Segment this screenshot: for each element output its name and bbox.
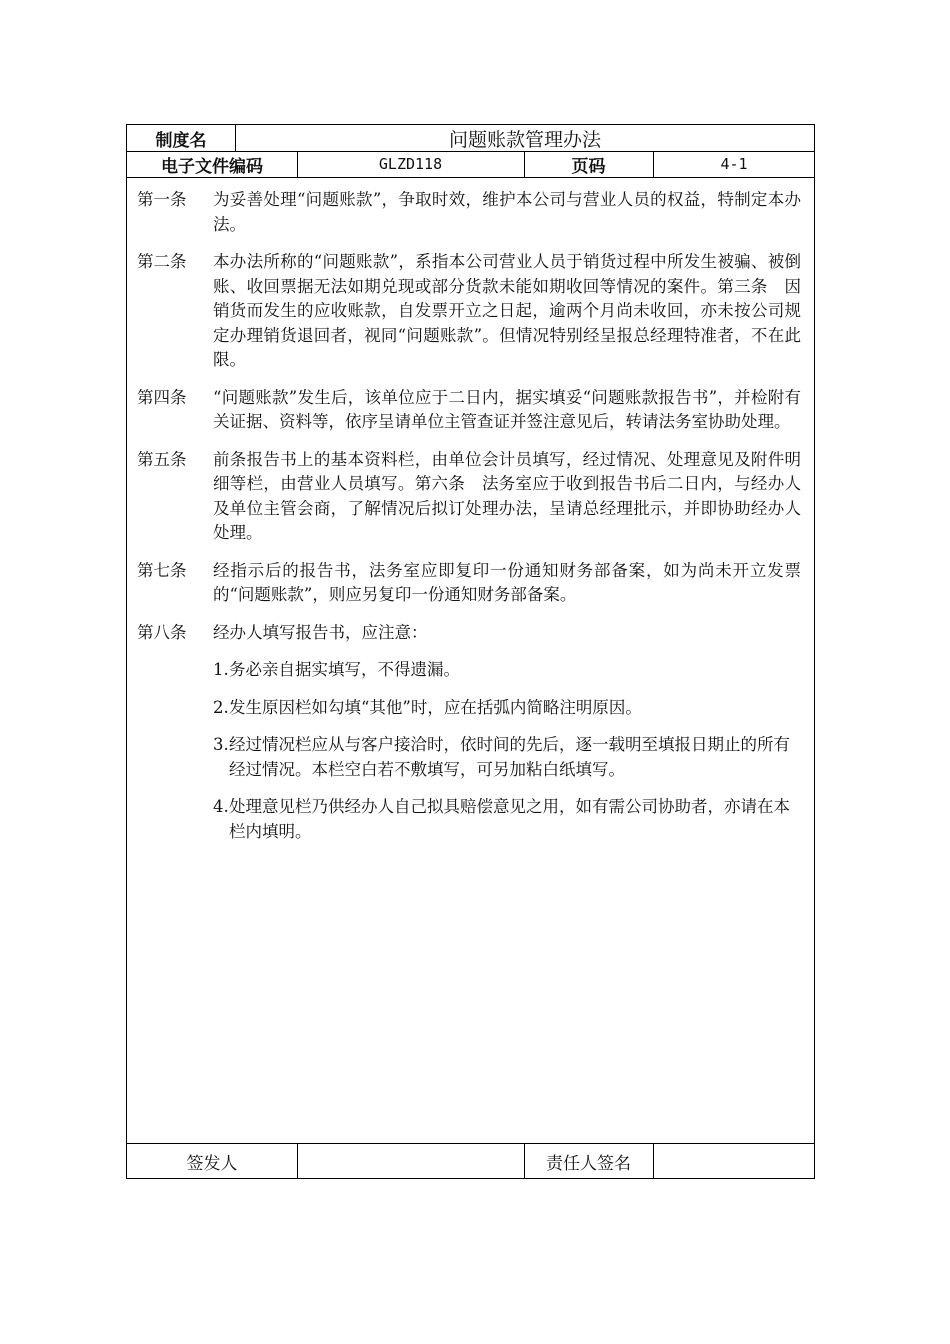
article-number: 第一条 bbox=[137, 190, 187, 209]
list-item-text: 发生原因栏如勾填“其他”时，应在括弧内简略注明原因。 bbox=[229, 697, 642, 717]
responsible-label: 责任人签名 bbox=[546, 1153, 631, 1174]
article bbox=[137, 188, 807, 237]
list-item bbox=[213, 658, 807, 683]
page-number: 4-1 bbox=[720, 155, 748, 173]
article-text: 经办人填写报告书，应注意： bbox=[213, 622, 428, 642]
file-code-value: GLZD118 bbox=[378, 155, 443, 173]
system-name-label: 制度名 bbox=[155, 130, 207, 151]
list-item-index: 2. bbox=[213, 697, 229, 717]
article bbox=[137, 250, 807, 373]
article-text: 本办法所称的“问题账款”，系指本公司营业人员于销货过程中所发生被骗、被倒账、收回票据无法如期兑现或部分货款未能如期收回等情况的案件。第三条 因销货而发生的应收账款，自发票开立之日起，逾两个月尚未收回，亦未按公司规定办理销货退回者，视同“问题账款”。但情况特别经呈报总经理特准者，不在此限。 bbox=[213, 252, 801, 369]
article bbox=[137, 621, 807, 646]
article-text: 为妥善处理“问题账款”，争取时效，维护本公司与营业人员的权益，特制定本办法。 bbox=[213, 190, 801, 234]
list-item-index: 1. bbox=[213, 660, 229, 679]
list-item-text: 处理意见栏乃供经办人自己拟具赔偿意见之用，如有需公司协助者，亦请在本栏内填明。 bbox=[229, 797, 790, 841]
list-item-text: 务必亲自据实填写，不得遗漏。 bbox=[229, 660, 460, 679]
list-item bbox=[213, 795, 807, 844]
page-label: 页码 bbox=[571, 156, 606, 177]
article bbox=[137, 386, 807, 435]
row-divider bbox=[127, 177, 814, 178]
article bbox=[137, 559, 807, 608]
document-title: 问题账款管理办法 bbox=[448, 128, 601, 151]
article-text: 经指示后的报告书，法务室应即复印一份通知财务部备案，如为尚未开立发票的“问题账款”，则应另复印一份通知财务部备案。 bbox=[213, 560, 801, 604]
document-body bbox=[137, 188, 807, 857]
file-code-label: 电子文件编码 bbox=[161, 156, 263, 177]
issuer-signature-field[interactable] bbox=[297, 1143, 524, 1179]
issuer-label: 签发人 bbox=[186, 1153, 238, 1174]
article-text: “问题账款”发生后，该单位应于二日内，据实填妥“问题账款报告书”，并检附有关证据、资料等，依序呈请单位主管查证并签注意见后，转请法务室协助处理。 bbox=[213, 387, 801, 431]
article-text: 前条报告书上的基本资料栏，由单位会计员填写，经过情况、处理意见及附件明细等栏，由营业人员填写。第六条 法务室应于收到报告书后二日内，与经办人及单位主管会商，了解情况后拟订处理办法，呈请总经理批示，并即协助经办人处理。 bbox=[213, 449, 801, 542]
notice-list bbox=[213, 658, 807, 844]
responsible-signature-field[interactable] bbox=[653, 1143, 815, 1179]
list-item-index: 4. bbox=[213, 797, 229, 816]
document-table bbox=[126, 124, 815, 1179]
article-number: 第八条 bbox=[137, 622, 187, 642]
list-item-text: 经过情况栏应从与客户接洽时，依时间的先后，逐一载明至填报日期止的所有经过情况。本栏空白若不敷填写，可另加粘白纸填写。 bbox=[229, 735, 790, 779]
article-number: 第二条 bbox=[137, 252, 187, 271]
list-item bbox=[213, 696, 807, 721]
article bbox=[137, 448, 807, 546]
article-number: 第七条 bbox=[137, 560, 187, 580]
list-item-index: 3. bbox=[213, 735, 229, 754]
article-number: 第四条 bbox=[137, 387, 187, 407]
article-number: 第五条 bbox=[137, 449, 187, 469]
list-item bbox=[213, 733, 807, 782]
